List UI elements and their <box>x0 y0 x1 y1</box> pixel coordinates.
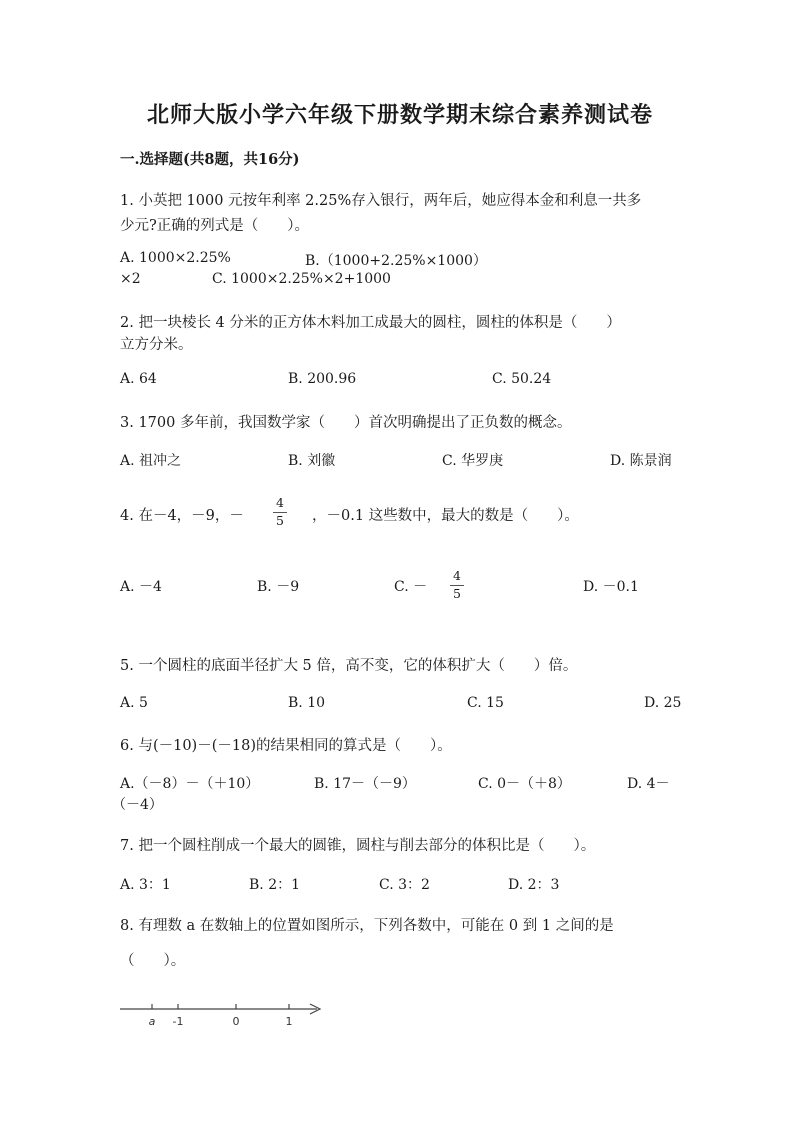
question-1-option-a: A. 1000×2.25% <box>120 250 231 266</box>
question-2-option-c: C. 50.24 <box>492 371 552 387</box>
question-2-line-2: 立方分米。 <box>120 337 193 353</box>
question-8-line-1: 8. 有理数 a 在数轴上的位置如图所示，下列各数中，可能在 0 到 1 之间的是 <box>120 918 614 934</box>
question-5-option-d: D. 25 <box>644 695 682 711</box>
question-1-line-2: 少元?正确的列式是（ ）。 <box>120 218 310 234</box>
label-zero: 0 <box>232 1015 240 1028</box>
question-1-option-b: B.（1000+2.25%×1000） <box>305 253 487 269</box>
page-title: 北师大版小学六年级下册数学期末综合素养测试卷 <box>146 102 653 128</box>
question-1-line-1: 1. 小英把 1000 元按年利率 2.25%存入银行，两年后，她应得本金和利息一共多 <box>120 193 642 209</box>
question-4-fraction <box>273 497 287 527</box>
question-2-line-1: 2. 把一块棱长 4 分米的正方体木料加工成最大的圆柱，圆柱的体积是（ ） <box>120 315 621 331</box>
question-6-option-d: D. 4－ <box>627 776 670 792</box>
question-4-option-c: C. － <box>394 579 428 595</box>
question-2-option-a: A. 64 <box>120 371 157 387</box>
question-3-option-c: C. 华罗庚 <box>442 453 504 469</box>
question-3-option-a: A. 祖冲之 <box>120 453 182 469</box>
fraction-denominator: 5 <box>453 585 461 601</box>
label-neg1: -1 <box>172 1015 184 1028</box>
question-3-option-b: B. 刘徽 <box>288 453 336 469</box>
question-6-option-c: C. 0－（＋8） <box>478 776 571 792</box>
question-7-option-d: D. 2：3 <box>508 877 560 893</box>
question-7-line-1: 7. 把一个圆柱削成一个最大的圆锥，圆柱与削去部分的体积比是（ ）。 <box>120 838 596 854</box>
question-5-option-b: B. 10 <box>288 695 326 711</box>
question-8-line-2: （ ）。 <box>120 953 186 969</box>
label-a: a <box>148 1015 156 1028</box>
fraction-numerator: 4 <box>450 570 464 586</box>
question-4-option-d: D. －0.1 <box>583 579 639 595</box>
question-6-option-b: B. 17－（－9） <box>314 776 416 792</box>
question-4-option-c-fraction <box>450 570 464 600</box>
question-2-option-b: B. 200.96 <box>288 371 357 387</box>
question-5-option-a: A. 5 <box>120 695 148 711</box>
number-line-figure <box>110 995 340 1035</box>
fraction-numerator: 4 <box>273 497 287 513</box>
question-7-option-a: A. 3：1 <box>120 877 171 893</box>
question-5-line-1: 5. 一个圆柱的底面半径扩大 5 倍，高不变，它的体积扩大（ ）倍。 <box>120 658 578 674</box>
fraction-denominator: 5 <box>276 512 284 528</box>
question-6-option-a: A.（－8）－（＋10） <box>120 776 260 792</box>
question-6-line-1: 6. 与(－10)－(－18)的结果相同的算式是（ ）。 <box>120 738 452 754</box>
question-1-option-b-cont: ×2 <box>120 271 141 287</box>
question-3-line-1: 3. 1700 多年前，我国数学家（ ）首次明确提出了正负数的概念。 <box>120 415 572 431</box>
label-one: 1 <box>285 1015 293 1028</box>
question-7-option-b: B. 2：1 <box>249 877 301 893</box>
question-5-option-c: C. 15 <box>467 695 504 711</box>
question-4-part-1: 4. 在－4，－9，－ <box>120 508 244 524</box>
question-1-option-c: C. 1000×2.25%×2+1000 <box>212 271 391 287</box>
question-4-option-a: A. －4 <box>120 579 162 595</box>
question-4-option-b: B. －9 <box>257 579 300 595</box>
section-heading: 一.选择题(共8题，共16分) <box>120 151 300 168</box>
question-4-part-2: ，－0.1 这些数中，最大的数是（ ）。 <box>312 508 579 524</box>
question-3-option-d: D. 陈景润 <box>610 453 672 469</box>
question-6-option-d-cont: （－4） <box>112 797 163 813</box>
question-7-option-c: C. 3：2 <box>379 877 430 893</box>
